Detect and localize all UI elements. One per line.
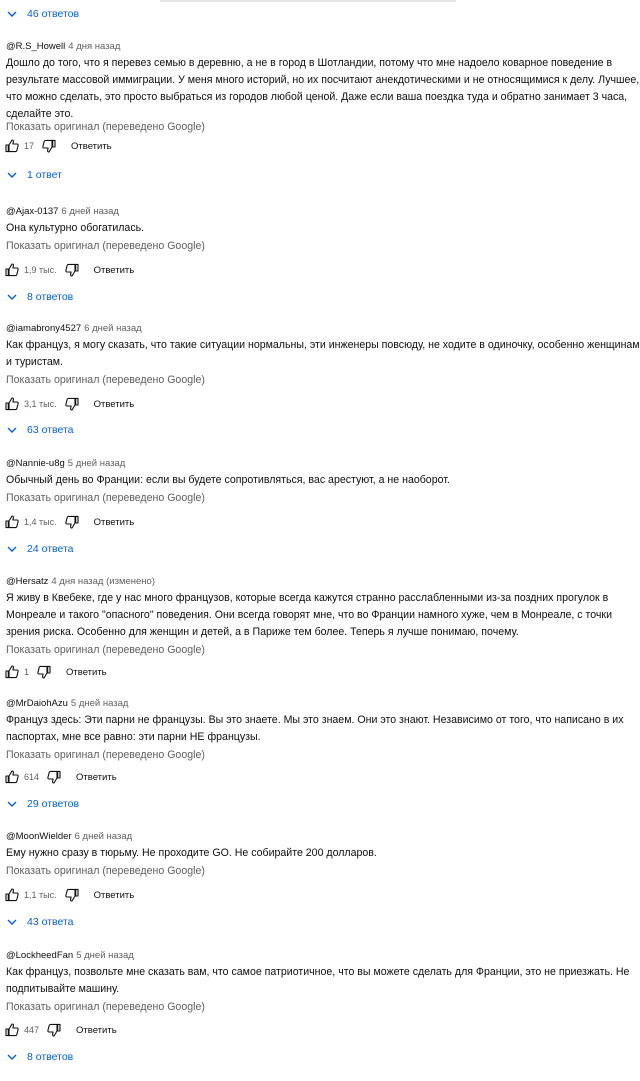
comment-meta	[6, 697, 128, 711]
comment-text: Она культурно обогатилась.	[6, 222, 145, 234]
comment-time[interactable]: 6 дней назад	[74, 831, 133, 842]
comment-time[interactable]: 4 дня назад	[68, 41, 121, 52]
comment-author[interactable]: @R.S_Howell	[6, 41, 66, 52]
comment-author[interactable]: @Hersatz	[6, 576, 49, 587]
comment-actions	[4, 513, 134, 531]
comment-author[interactable]: @MrDaiohAzu	[6, 698, 68, 709]
comment-text: Как француз, я могу сказать, что такие ситуации нормальны, эти инженеры повсюду, не ходите в одиночку, особенно женщинам и туристам.	[6, 339, 640, 368]
replies-count: 24 ответа	[27, 543, 74, 555]
comment-meta	[6, 322, 142, 336]
like-icon[interactable]	[4, 138, 20, 154]
like-count: 1,1 тыс.	[24, 890, 57, 900]
like-count: 1,9 тыс.	[24, 265, 57, 275]
chevron-down-icon	[6, 1051, 18, 1063]
replies-count: 29 ответов	[27, 798, 80, 810]
reply-button[interactable]: Ответить	[93, 516, 135, 528]
like-icon[interactable]	[4, 887, 20, 903]
comment-actions	[4, 663, 107, 681]
show-original-button[interactable]: Показать оригинал (переведено Google)	[6, 865, 205, 877]
comment-time[interactable]: 5 дней назад	[70, 698, 129, 709]
comment-text: Француз здесь: Эти парни не французы. Вы это знаете. Мы это знаем. Они это знают. Независимо от того, что написано в их паспортах, мне все равно: эти парни НЕ французы.	[6, 714, 624, 743]
dislike-icon[interactable]	[64, 262, 80, 278]
replies-count: 46 ответов	[27, 8, 80, 20]
like-count: 1,4 тыс.	[24, 517, 57, 527]
chevron-down-icon	[6, 543, 18, 555]
comment-author[interactable]: @LockheedFan	[6, 950, 74, 961]
show-original-button[interactable]: Показать оригинал (переведено Google)	[6, 240, 205, 252]
comment-actions	[4, 137, 112, 155]
view-replies-button[interactable]	[6, 167, 62, 183]
view-replies-button[interactable]	[6, 541, 74, 557]
reply-button[interactable]: Ответить	[93, 264, 135, 276]
like-icon[interactable]	[4, 396, 20, 412]
like-icon[interactable]	[4, 514, 20, 530]
comment-meta	[6, 457, 125, 471]
dislike-icon[interactable]	[46, 1022, 62, 1038]
comment-text: Ему нужно сразу в тюрьму. Не проходите GO. Не собирайте 200 долларов.	[6, 847, 377, 859]
view-replies-button[interactable]	[6, 914, 74, 930]
comment-text: Дошло до того, что я перевез семью в деревню, а не в город в Шотландии, потому что мне надоело коварное поведение в результате массовой иммиграции. У меня много историй, но их посчитают анекдотическими и не относящимися к делу. Лучшее, что можно сделать, это просто выбраться из городов любой ценой. Даже если ваша поездка туда и обратно занимает 3 часа, сделайте это.	[6, 57, 640, 120]
chevron-down-icon	[6, 798, 18, 810]
like-count: 1	[24, 667, 30, 677]
reply-button[interactable]: Ответить	[93, 889, 135, 901]
chevron-down-icon	[6, 424, 18, 436]
comment-text: Я живу в Квебеке, где у нас много французов, которые всегда кажутся странно расслабленными из-за поздних прогулок в Монреале и такого "опасного" поведения. Они всегда говорят мне, что во Франции намного хуже, чем в Монреале, с точки зрения риска. Особенно для женщин и детей, а в Париже тем более. Теперь я лучше понимаю, почему.	[6, 592, 612, 638]
comment-meta	[6, 575, 155, 589]
comment-meta	[6, 40, 120, 54]
replies-count: 8 ответов	[27, 1051, 74, 1063]
comment-meta	[6, 205, 119, 219]
like-icon[interactable]	[4, 262, 20, 278]
comment-meta	[6, 830, 132, 844]
comment-actions	[4, 886, 134, 904]
view-replies-button[interactable]	[6, 6, 79, 22]
comment-author[interactable]: @Nannie-u8g	[6, 458, 65, 469]
comment-author[interactable]: @MoonWielder	[6, 831, 72, 842]
like-icon[interactable]	[4, 769, 20, 785]
comment-time[interactable]: 6 дней назад	[61, 206, 119, 217]
chevron-down-icon	[6, 8, 18, 20]
show-original-button[interactable]: Показать оригинал (переведено Google)	[6, 121, 205, 133]
dislike-icon[interactable]	[46, 769, 62, 785]
comment-time[interactable]: 6 дней назад	[84, 323, 142, 334]
reply-button[interactable]: Ответить	[66, 666, 107, 678]
comment-meta	[6, 949, 134, 963]
like-icon[interactable]	[4, 664, 20, 680]
replies-count: 1 ответ	[27, 169, 62, 181]
dislike-icon[interactable]	[64, 514, 80, 530]
show-original-button[interactable]: Показать оригинал (переведено Google)	[6, 374, 205, 386]
like-icon[interactable]	[4, 1022, 20, 1038]
comment-text: Как француз, позвольте мне сказать вам, что самое патриотичное, что вы можете сделать для Франции, это не приезжать. Не подпитывайте машину.	[6, 966, 630, 995]
view-replies-button[interactable]	[6, 796, 79, 812]
chevron-down-icon	[6, 169, 18, 181]
comment-author[interactable]: @iamabrony4527	[6, 323, 82, 334]
reply-button[interactable]: Ответить	[93, 398, 135, 410]
comment-actions	[4, 261, 134, 279]
comment-text: Обычный день во Франции: если вы будете сопротивляться, вас арестуют, а не наоборот.	[6, 474, 450, 486]
comment-actions	[4, 768, 117, 786]
replies-count: 8 ответов	[27, 291, 74, 303]
show-original-button[interactable]: Показать оригинал (переведено Google)	[6, 644, 205, 656]
comment-author[interactable]: @Ajax-0137	[6, 206, 59, 217]
show-original-button[interactable]: Показать оригинал (переведено Google)	[6, 749, 205, 761]
dislike-icon[interactable]	[64, 887, 80, 903]
reply-button[interactable]: Ответить	[71, 140, 112, 152]
dislike-icon[interactable]	[41, 138, 57, 154]
comment-time[interactable]: 4 дня назад (изменено)	[51, 576, 155, 587]
comment-actions	[4, 395, 134, 413]
like-count: 17	[24, 141, 35, 151]
top-divider	[160, 0, 456, 2]
like-count: 3,1 тыс.	[24, 399, 57, 409]
comment-actions	[4, 1021, 117, 1039]
replies-count: 63 ответа	[27, 424, 74, 436]
show-original-button[interactable]: Показать оригинал (переведено Google)	[6, 492, 205, 504]
replies-count: 43 ответа	[27, 916, 74, 928]
comment-time[interactable]: 5 дней назад	[67, 458, 126, 469]
dislike-icon[interactable]	[36, 664, 52, 680]
view-replies-button[interactable]	[6, 1049, 73, 1065]
chevron-down-icon	[6, 916, 18, 928]
comment-time[interactable]: 5 дней назад	[76, 950, 134, 961]
dislike-icon[interactable]	[64, 396, 80, 412]
like-count: 614	[24, 772, 40, 782]
reply-button[interactable]: Ответить	[76, 1024, 117, 1036]
view-replies-button[interactable]	[6, 289, 73, 305]
show-original-button[interactable]: Показать оригинал (переведено Google)	[6, 1001, 205, 1013]
chevron-down-icon	[6, 291, 18, 303]
view-replies-button[interactable]	[6, 422, 74, 438]
reply-button[interactable]: Ответить	[76, 771, 117, 783]
like-count: 447	[24, 1025, 40, 1035]
